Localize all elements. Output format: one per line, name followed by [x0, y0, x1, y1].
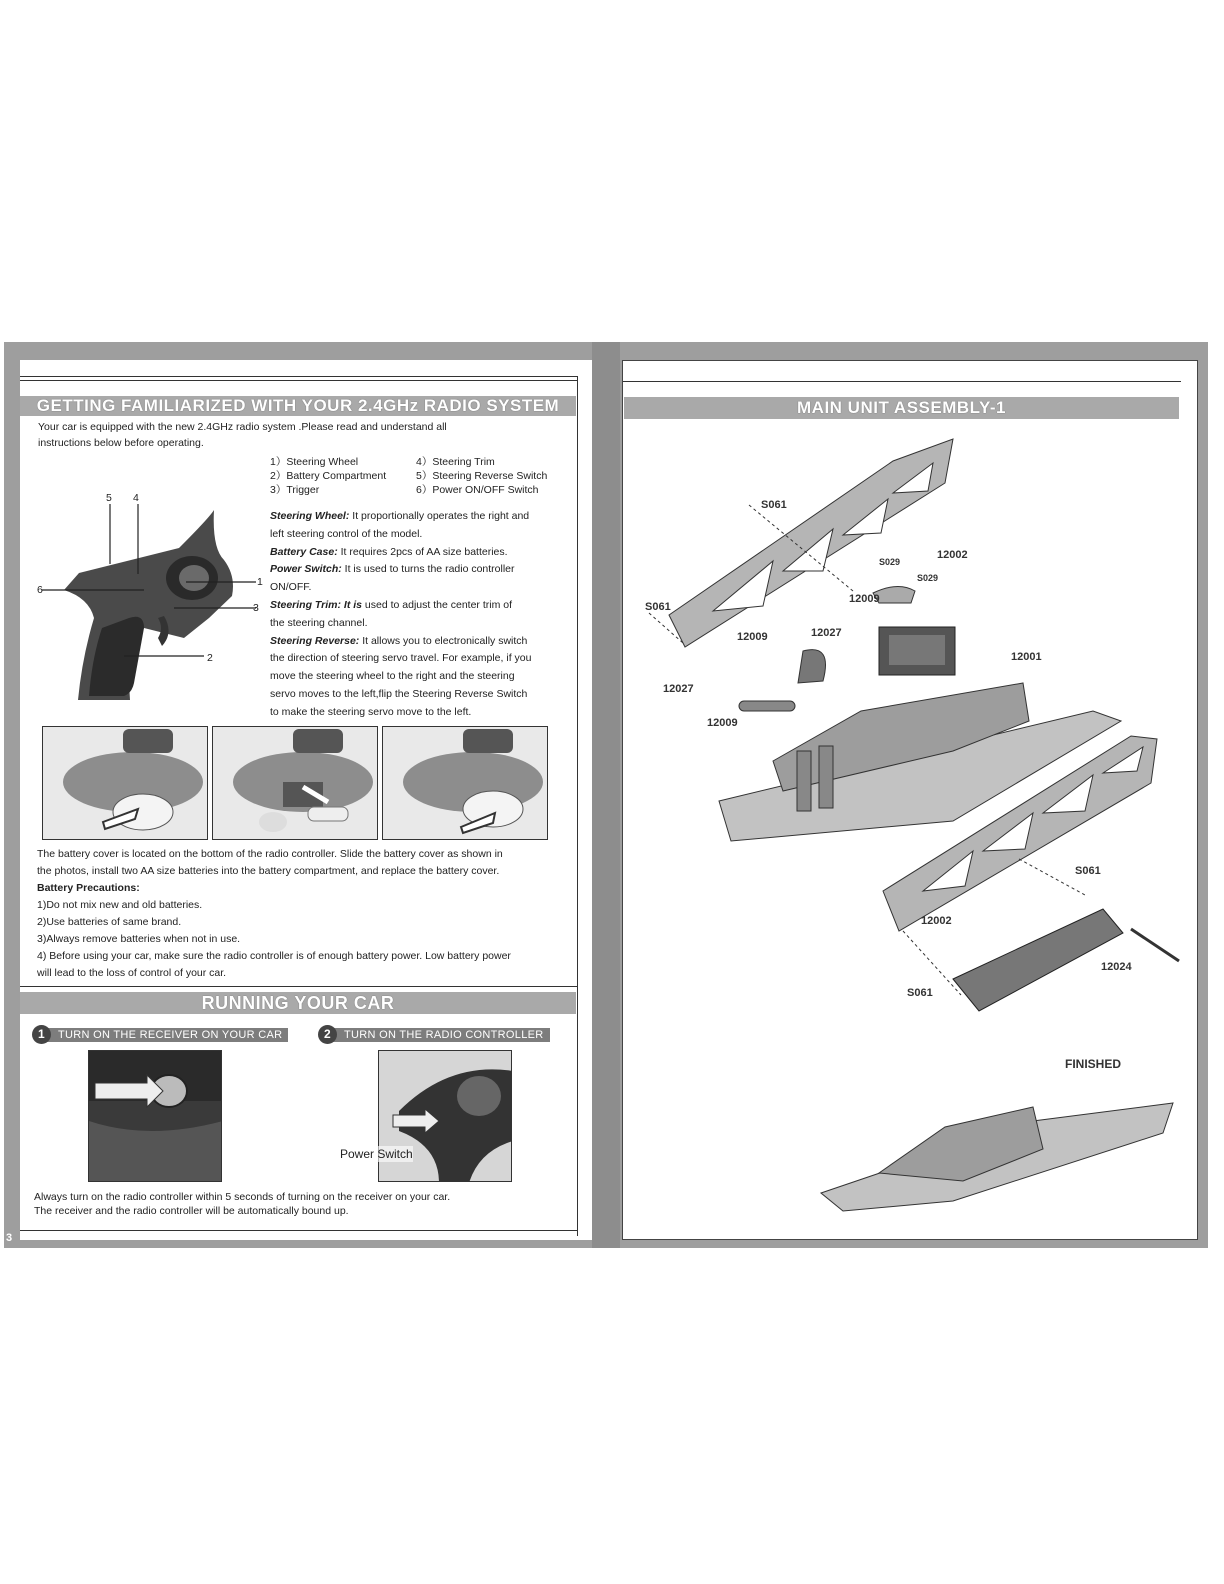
desc-reverse-text-5: to make the steering servo move to the left. [270, 705, 472, 718]
step-1-text: TURN ON THE RECEIVER ON YOUR CAR [58, 1029, 283, 1041]
bottom-rule [20, 1230, 578, 1231]
step-2-number: 2 [318, 1025, 337, 1044]
section2-rule [20, 986, 578, 987]
parts-item-5: 5）Steering Reverse Switch [416, 470, 548, 482]
part-label-12001: 12001 [1011, 651, 1042, 663]
part-label-s029-b: S029 [917, 573, 939, 583]
desc-reverse-label: Steering Reverse: [270, 634, 360, 647]
step-2-label [322, 1028, 550, 1042]
section-title-running [20, 992, 576, 1014]
desc-trim-text-2: the steering channel. [270, 616, 368, 629]
intro-line-1: Your car is equipped with the new 2.4GHz radio system .Please read and understand all [38, 421, 447, 433]
battery-cover-line-1: The battery cover is located on the bottom of the radio controller. Slide the battery cover as shown in [37, 848, 503, 860]
desc-wheel-text-1: It proportionally operates the right and [349, 510, 530, 522]
desc-battery-text: It requires 2pcs of AA size batteries. [337, 545, 508, 558]
desc-trim-label: Steering Trim: It is [270, 598, 362, 611]
precaution-1: 1)Do not mix new and old batteries. [37, 899, 203, 911]
precaution-5: will lead to the loss of control of your car. [37, 967, 227, 979]
part-label-12027-b: 12027 [663, 683, 694, 695]
section-title-radio [20, 396, 576, 416]
part-label-12009-c: 12009 [707, 717, 738, 729]
running-footer [34, 1190, 579, 1218]
parts-item-4: 4）Steering Trim [416, 456, 495, 468]
footer-line-1: Always turn on the radio controller within 5 seconds of turning on the receiver on your car. [34, 1191, 451, 1203]
parts-item-2: 2）Battery Compartment [270, 470, 387, 482]
battery-photo-1 [42, 726, 208, 840]
part-label-s061-bottom: S061 [907, 987, 933, 999]
battery-cover-instructions [37, 846, 582, 982]
part-label-s029-a: S029 [879, 557, 901, 567]
footer-line-2: The receiver and the radio controller will be automatically bound up. [34, 1205, 349, 1217]
desc-reverse-text-3: move the steering wheel to the right and the steering [270, 670, 515, 683]
right-top-rule [623, 381, 1181, 382]
desc-reverse-text-2: the direction of steering servo travel. For example, if you [270, 652, 532, 665]
desc-wheel-label: Steering Wheel: [270, 510, 350, 522]
parts-item-6: 6）Power ON/OFF Switch [416, 484, 539, 496]
precautions-title: Battery Precautions: [37, 882, 140, 894]
desc-trim-text-1: used to adjust the center trim of [362, 598, 512, 611]
top-rule-2 [20, 380, 578, 381]
receiver-photo [88, 1050, 222, 1182]
part-label-s061-left: S061 [645, 601, 671, 613]
part-label-12009-a: 12009 [849, 593, 880, 605]
desc-power-text-1: It is used to turns the radio controller [341, 563, 515, 576]
section2-title-text: RUNNING YOUR CAR [201, 993, 395, 1013]
transmitter-illustration [34, 468, 274, 708]
step-1-number: 1 [32, 1025, 51, 1044]
manual-spread [4, 342, 1208, 1248]
battery-photo-3 [382, 726, 548, 840]
power-switch-label: Power Switch [340, 1147, 413, 1161]
callout-2: 2 [207, 652, 213, 664]
desc-wheel-text-2: left steering control of the model. [270, 527, 423, 540]
desc-power-text-2: ON/OFF. [270, 581, 312, 594]
part-label-12002-top: 12002 [937, 549, 968, 561]
callout-3: 3 [253, 602, 259, 614]
step-1-label [36, 1028, 288, 1042]
controller-photo [378, 1050, 512, 1182]
battery-cover-line-2: the photos, install two AA size batteries into the battery compartment, and replace the battery cover. [37, 865, 500, 877]
assembly-title [624, 397, 1179, 419]
intro-line-2: instructions below before operating. [38, 437, 204, 449]
battery-photo-2 [212, 726, 378, 840]
desc-battery-label: Battery Case: [270, 545, 338, 558]
precaution-2: 2)Use batteries of same brand. [37, 916, 182, 928]
right-rule [577, 376, 578, 1236]
page-number: 3 [6, 1232, 13, 1244]
parts-item-1: 1）Steering Wheel [270, 456, 359, 468]
part-label-12024: 12024 [1101, 961, 1132, 973]
right-page [622, 360, 1198, 1240]
desc-power-label: Power Switch: [270, 563, 342, 576]
callout-4: 4 [133, 492, 139, 504]
top-rule [20, 376, 578, 377]
part-label-s061-top: S061 [761, 499, 787, 511]
precaution-4: 4) Before using your car, make sure the radio controller is of enough battery power. Low battery power [37, 950, 511, 962]
callout-5: 5 [106, 492, 112, 504]
step-2-text: TURN ON THE RADIO CONTROLLER [344, 1029, 544, 1041]
part-label-12009-b: 12009 [737, 631, 768, 643]
desc-reverse-text-1: It allows you to electronically switch [359, 634, 528, 647]
finished-label: FINISHED [1065, 1057, 1122, 1071]
assembly-title-text: MAIN UNIT ASSEMBLY-1 [797, 398, 1006, 417]
precaution-3: 3)Always remove batteries when not in use. [37, 933, 241, 945]
left-page [20, 360, 594, 1240]
desc-reverse-text-4: servo moves to the left,flip the Steering Reverse Switch [270, 687, 528, 700]
section-title-text: GETTING FAMILIARIZED WITH YOUR 2.4GHz RADIO SYSTEM [36, 396, 560, 415]
part-label-12027-a: 12027 [811, 627, 842, 639]
callout-1: 1 [257, 576, 263, 588]
spine [592, 342, 620, 1248]
callout-6: 6 [37, 584, 43, 596]
assembly-diagram [623, 421, 1199, 1221]
part-label-s061-right: S061 [1075, 865, 1101, 877]
parts-item-3: 3）Trigger [270, 484, 320, 496]
part-label-12002-bottom: 12002 [921, 915, 952, 927]
control-descriptions [270, 508, 570, 722]
